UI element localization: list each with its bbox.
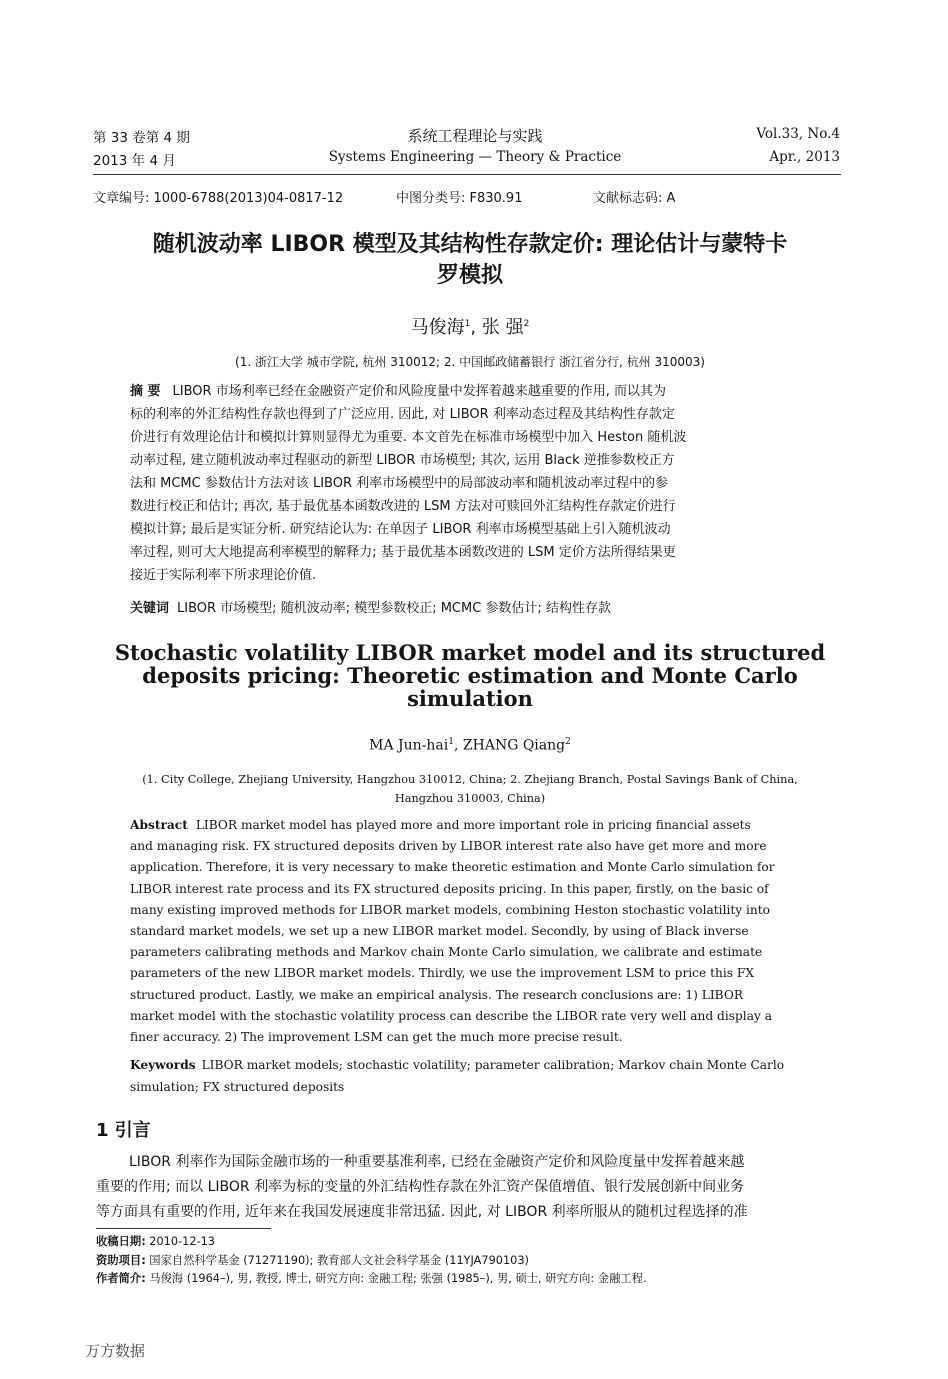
journal-cn: 系统工程理论与实践 — [407, 127, 543, 145]
document-code: 文献标志码: A — [593, 191, 676, 206]
affiliation-en-line1: (1. City College, Zhejiang University, Hangzhou 310012, China; 2. Zhejiang Branch, Postal Savings Bank of China, — [142, 773, 798, 786]
title-en-line2: deposits pricing: Theoretic estimation and Monte Carlo — [142, 663, 798, 688]
footnote-fund — [96, 1252, 856, 1271]
abstract-cn-line: 动率过程, 建立随机波动率过程驱动的新型 LIBOR 市场模型; 其次, 运用 Black 逆推参数校正方 — [130, 453, 675, 468]
abstract-en-line: structured product. Lastly, we make an empirical analysis. The research conclusions are: 1) LIBOR — [130, 987, 743, 1002]
watermark: 万方数据 — [85, 1342, 146, 1360]
abstract-cn-line: 接近于实际利率下所求理论价值. — [130, 568, 317, 583]
clc-number: 中图分类号: F830.91 — [396, 191, 523, 206]
authors-cn — [100, 313, 840, 339]
abstract-en-line: parameters of the new LIBOR market models. Thirdly, we use the improvement LSM to price this FX — [130, 966, 754, 981]
author2-en-affil: 2 — [565, 737, 571, 747]
keywords-cn-text: LIBOR 市场模型; 随机波动率; 模型参数校正; MCMC 参数估计; 结构性存款 — [177, 601, 611, 616]
footnote-received — [96, 1233, 856, 1252]
abstract-en-line: standard market models, we set up a new LIBOR market model. Secondly, by using of Black inverse — [130, 924, 749, 939]
header-rule — [93, 174, 841, 175]
date-en: Apr., 2013 — [769, 149, 840, 165]
author1-en-affil: 1 — [448, 737, 454, 747]
author2-cn: , 张 强 — [470, 317, 524, 338]
abstract-cn-line: 率过程, 则可大大地提高利率模型的解释力; 基于最优基本函数改进的 LSM 定价方法所得结果更 — [130, 545, 676, 560]
abstract-en-line: finer accuracy. 2) The improvement LSM can get the much more precise result. — [130, 1030, 623, 1045]
keywords-en-line1: LIBOR market models; stochastic volatility; parameter calibration; Markov chain Monte Carlo — [201, 1058, 785, 1072]
keywords-cn-label: 关键词 — [130, 601, 170, 616]
abstract-cn-line: 模拟计算; 最后是实证分析. 研究结论认为: 在单因子 LIBOR 利率市场模型基础上引入随机波动 — [130, 522, 671, 537]
abstract-en — [130, 815, 810, 1048]
authors-en — [100, 737, 840, 754]
received-label: 收稿日期: — [96, 1235, 146, 1248]
footnote-rule — [96, 1228, 271, 1229]
affiliation-en — [110, 770, 830, 808]
author1-cn-affil: 1 — [464, 319, 471, 329]
title-cn-line1: 随机波动率 LIBOR 模型及其结构性存款定价: 理论估计与蒙特卡 — [152, 232, 788, 257]
abstract-cn-line: 法和 MCMC 参数估计方法对该 LIBOR 利率市场模型中的局部波动率和随机波动率过程中的参 — [130, 476, 669, 491]
fund-label: 资助项目: — [96, 1253, 146, 1267]
author-info-label: 作者简介: — [96, 1272, 146, 1285]
keywords-en-label: Keywords — [130, 1058, 196, 1072]
abstract-cn-line: 标的利率的外汇结构性存款也得到了广泛应用. 因此, 对 LIBOR 利率动态过程及其结构性存款定 — [130, 407, 675, 422]
author1-en: MA Jun-hai — [369, 737, 449, 754]
body-line: LIBOR 利率作为国际金融市场的一种重要基准利率, 已经在金融资产定价和风险度量中发挥着越来越 — [129, 1154, 745, 1170]
journal-en: Systems Engineering — Theory & Practice — [328, 149, 622, 165]
section1-body — [96, 1150, 844, 1225]
fund-text: 国家自然科学基金 (71271190); 教育部人文社会科学基金 (11YJA790103) — [145, 1253, 529, 1267]
author2-en: , ZHANG Qiang — [454, 737, 566, 754]
abstract-en-line: parameters calibrating methods and Markov chain Monte Carlo simulation, we calibrate and estimate — [130, 945, 763, 960]
title-en-line1: Stochastic volatility LIBOR market model and its structured — [114, 640, 826, 665]
author-info-text: 马俊海 (1964–), 男, 教授, 博士, 研究方向: 金融工程; 张强 (1985–), 男, 硕士, 研究方向: 金融工程. — [145, 1272, 647, 1285]
author2-cn-affil: 2 — [523, 319, 530, 329]
keywords-cn — [130, 597, 820, 616]
section-heading: 1 引言 — [96, 1120, 151, 1141]
keywords-en — [130, 1055, 820, 1098]
abstract-en-line: LIBOR market model has played more and more important role in pricing financial assets — [195, 818, 751, 832]
title-en-line3: simulation — [407, 686, 533, 711]
footnote-author — [96, 1270, 856, 1289]
title-cn-line2: 罗模拟 — [436, 263, 503, 288]
abstract-en-line: and managing risk. FX structured deposits driven by LIBOR interest rate also have get more and more — [130, 839, 767, 854]
abstract-en-line: application. Therefore, it is very necessary to make theoretic estimation and Monte Carlo simulation for — [130, 860, 775, 875]
abstract-en-line: market model with the stochastic volatility process can describe the LIBOR rate very well and display a — [130, 1008, 772, 1023]
volume-en: Vol.33, No.4 — [756, 126, 840, 142]
received-date: 2010-12-13 — [145, 1235, 215, 1248]
body-line: 重要的作用; 而以 LIBOR 利率为标的变量的外汇结构性存款在外汇资产保值增值、银行发展创新中间业务 — [96, 1179, 745, 1195]
abstract-cn-line: 价进行有效理论估计和模拟计算则显得尤为重要. 本文首先在标准市场模型中加入 Heston 随机波 — [130, 430, 687, 445]
date-cn: 2013 年 4 月 — [93, 153, 176, 169]
abstract-en-line: many existing improved methods for LIBOR market models, combining Heston stochastic volatility into — [130, 902, 771, 917]
author1-cn: 马俊海 — [410, 317, 465, 338]
abstract-en-line: LIBOR interest rate process and its FX structured deposits pricing. In this paper, firstly, on the basic of — [130, 881, 769, 896]
footnotes — [96, 1233, 856, 1289]
abstract-en-label: Abstract — [130, 818, 188, 832]
issue-cn: 第 33 卷第 4 期 — [93, 130, 190, 146]
abstract-cn-line: LIBOR 市场利率已经在金融资产定价和风险度量中发挥着越来越重要的作用, 而以其为 — [172, 384, 666, 399]
article-number: 文章编号: 1000-6788(2013)04-0817-12 — [93, 191, 344, 206]
abstract-cn — [130, 380, 810, 587]
keywords-en-line2: simulation; FX structured deposits — [130, 1079, 345, 1094]
affiliation-cn: (1. 浙江大学 城市学院, 杭州 310012; 2. 中国邮政储蓄银行 浙江省分行, 杭州 310003) — [235, 355, 705, 369]
body-line: 等方面具有重要的作用, 近年来在我国发展速度非常迅猛. 因此, 对 LIBOR 利率所服从的随机过程选择的准 — [96, 1204, 748, 1220]
abstract-cn-label: 摘 要 — [130, 384, 161, 399]
abstract-cn-line: 数进行校正和估计; 再次, 基于最优基本函数改进的 LSM 方法对可赎回外汇结构性存款定价进行 — [130, 499, 676, 514]
affiliation-en-line2: Hangzhou 310003, China) — [394, 792, 546, 805]
